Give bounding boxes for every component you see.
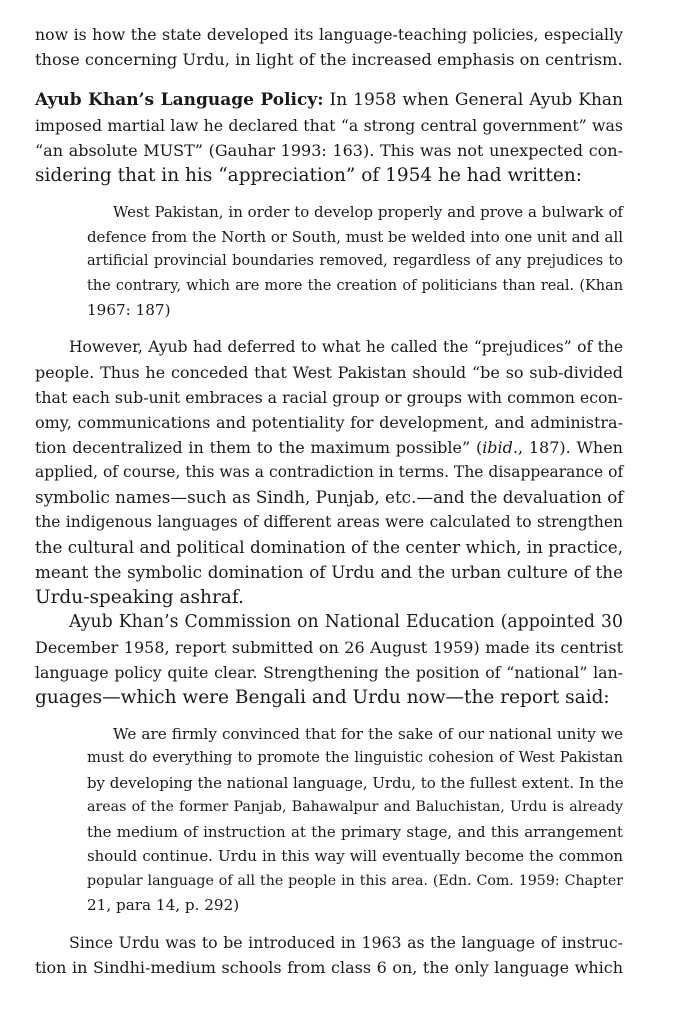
text-line: people. Thus he conceded that West Pakistan should “be so sub-divided <box>35 362 623 382</box>
quote-line: 1967: 187) <box>87 301 171 319</box>
quote-line: areas of the former Panjab, Bahawalpur and Baluchistan, Urdu is already <box>87 799 623 815</box>
text-line: symbolic names—such as Sindh, Punjab, etc.—and the devaluation of <box>35 486 624 507</box>
text-line: “an absolute MUST” (Gauhar 1993: 163). This was not unexpected con- <box>35 141 623 160</box>
text-span: , 187). When <box>518 437 623 457</box>
quote-line: West Pakistan, in order to develop properly and prove a bulwark of <box>113 203 623 221</box>
text-line: December 1958, report submitted on 26 August 1959) made its centrist <box>35 637 623 657</box>
text-line <box>35 88 623 113</box>
paragraph-ayub-policy <box>35 88 623 188</box>
quote-line: the medium of instruction at the primary stage, and this arrangement <box>87 822 623 841</box>
text-line: guages—which were Bengali and Urdu now—the report said: <box>35 686 610 708</box>
text-line: applied, of course, this was a contradiction in terms. The disappearance of <box>35 462 624 481</box>
quote-line: should continue. Urdu in this way will eventually become the common <box>87 847 623 865</box>
quote-line: must do everything to promote the linguistic cohesion of West Pakistan <box>87 749 623 766</box>
quote-line: 21, para 14, p. 292) <box>87 896 240 914</box>
document-page <box>35 22 623 980</box>
quote-line: the contrary, which are more the creation of politicians than real. (Khan <box>87 277 623 294</box>
quote-line: by developing the national language, Urdu, to the fullest extent. In the <box>87 773 624 792</box>
text-line: Since Urdu was to be introduced in 1963 as the language of instruc- <box>69 932 623 952</box>
block-quote-commission <box>35 722 623 918</box>
text-line: imposed martial law he declared that “a strong central government” was <box>35 116 623 135</box>
text-line: meant the symbolic domination of Urdu and the urban culture of the <box>35 561 623 582</box>
quote-line: defence from the North or South, must be welded into one unit and all <box>87 227 623 246</box>
text-line: sidering that in his “appreciation” of 1954 he had written: <box>35 165 583 186</box>
text-span: tion decentralized in them to the maximum possible” ( <box>35 437 483 457</box>
quote-line: artificial provincial boundaries removed, regardless of any prejudices to <box>87 253 623 269</box>
block-quote-khan <box>35 200 623 323</box>
quote-line: popular language of all the people in this area. (Edn. Com. 1959: Chapter <box>87 872 623 889</box>
paragraph-sindhi <box>35 930 623 980</box>
section-heading: Ayub Khan’s Language Policy: <box>35 90 324 110</box>
text-line: those concerning Urdu, in light of the increased emphasis on centrism. <box>35 50 623 69</box>
text-line: tion in Sindhi-medium schools from class 6 on, the only language which <box>35 957 623 977</box>
text-line: now is how the state developed its language-teaching policies, especially <box>35 25 623 44</box>
paragraph-commission <box>35 610 623 710</box>
text-line: Urdu-speaking ashraf. <box>35 586 244 608</box>
text-line: that each sub-unit embraces a racial group or groups with common econ- <box>35 387 623 407</box>
text-span: In 1958 when General Ayub Khan <box>323 90 623 110</box>
paragraph-intro <box>35 22 623 72</box>
text-line: the cultural and political domination of the center which, in practice, <box>35 536 624 557</box>
text-line: language policy quite clear. Strengthening the position of “national” lan- <box>35 662 623 682</box>
ibid-citation: ibid. <box>482 437 518 457</box>
text-line: However, Ayub had deferred to what he called the “prejudices” of the <box>69 337 623 356</box>
text-line: Ayub Khan’s Commission on National Education (appointed 30 <box>69 611 623 632</box>
paragraph-prejudices <box>35 335 623 610</box>
text-line: omy, communications and potentiality for development, and administra- <box>35 412 623 432</box>
text-line <box>35 435 623 460</box>
quote-line: We are firmly convinced that for the sake of our national unity we <box>113 724 623 743</box>
text-line: the indigenous languages of different areas were calculated to strengthen <box>35 512 623 531</box>
